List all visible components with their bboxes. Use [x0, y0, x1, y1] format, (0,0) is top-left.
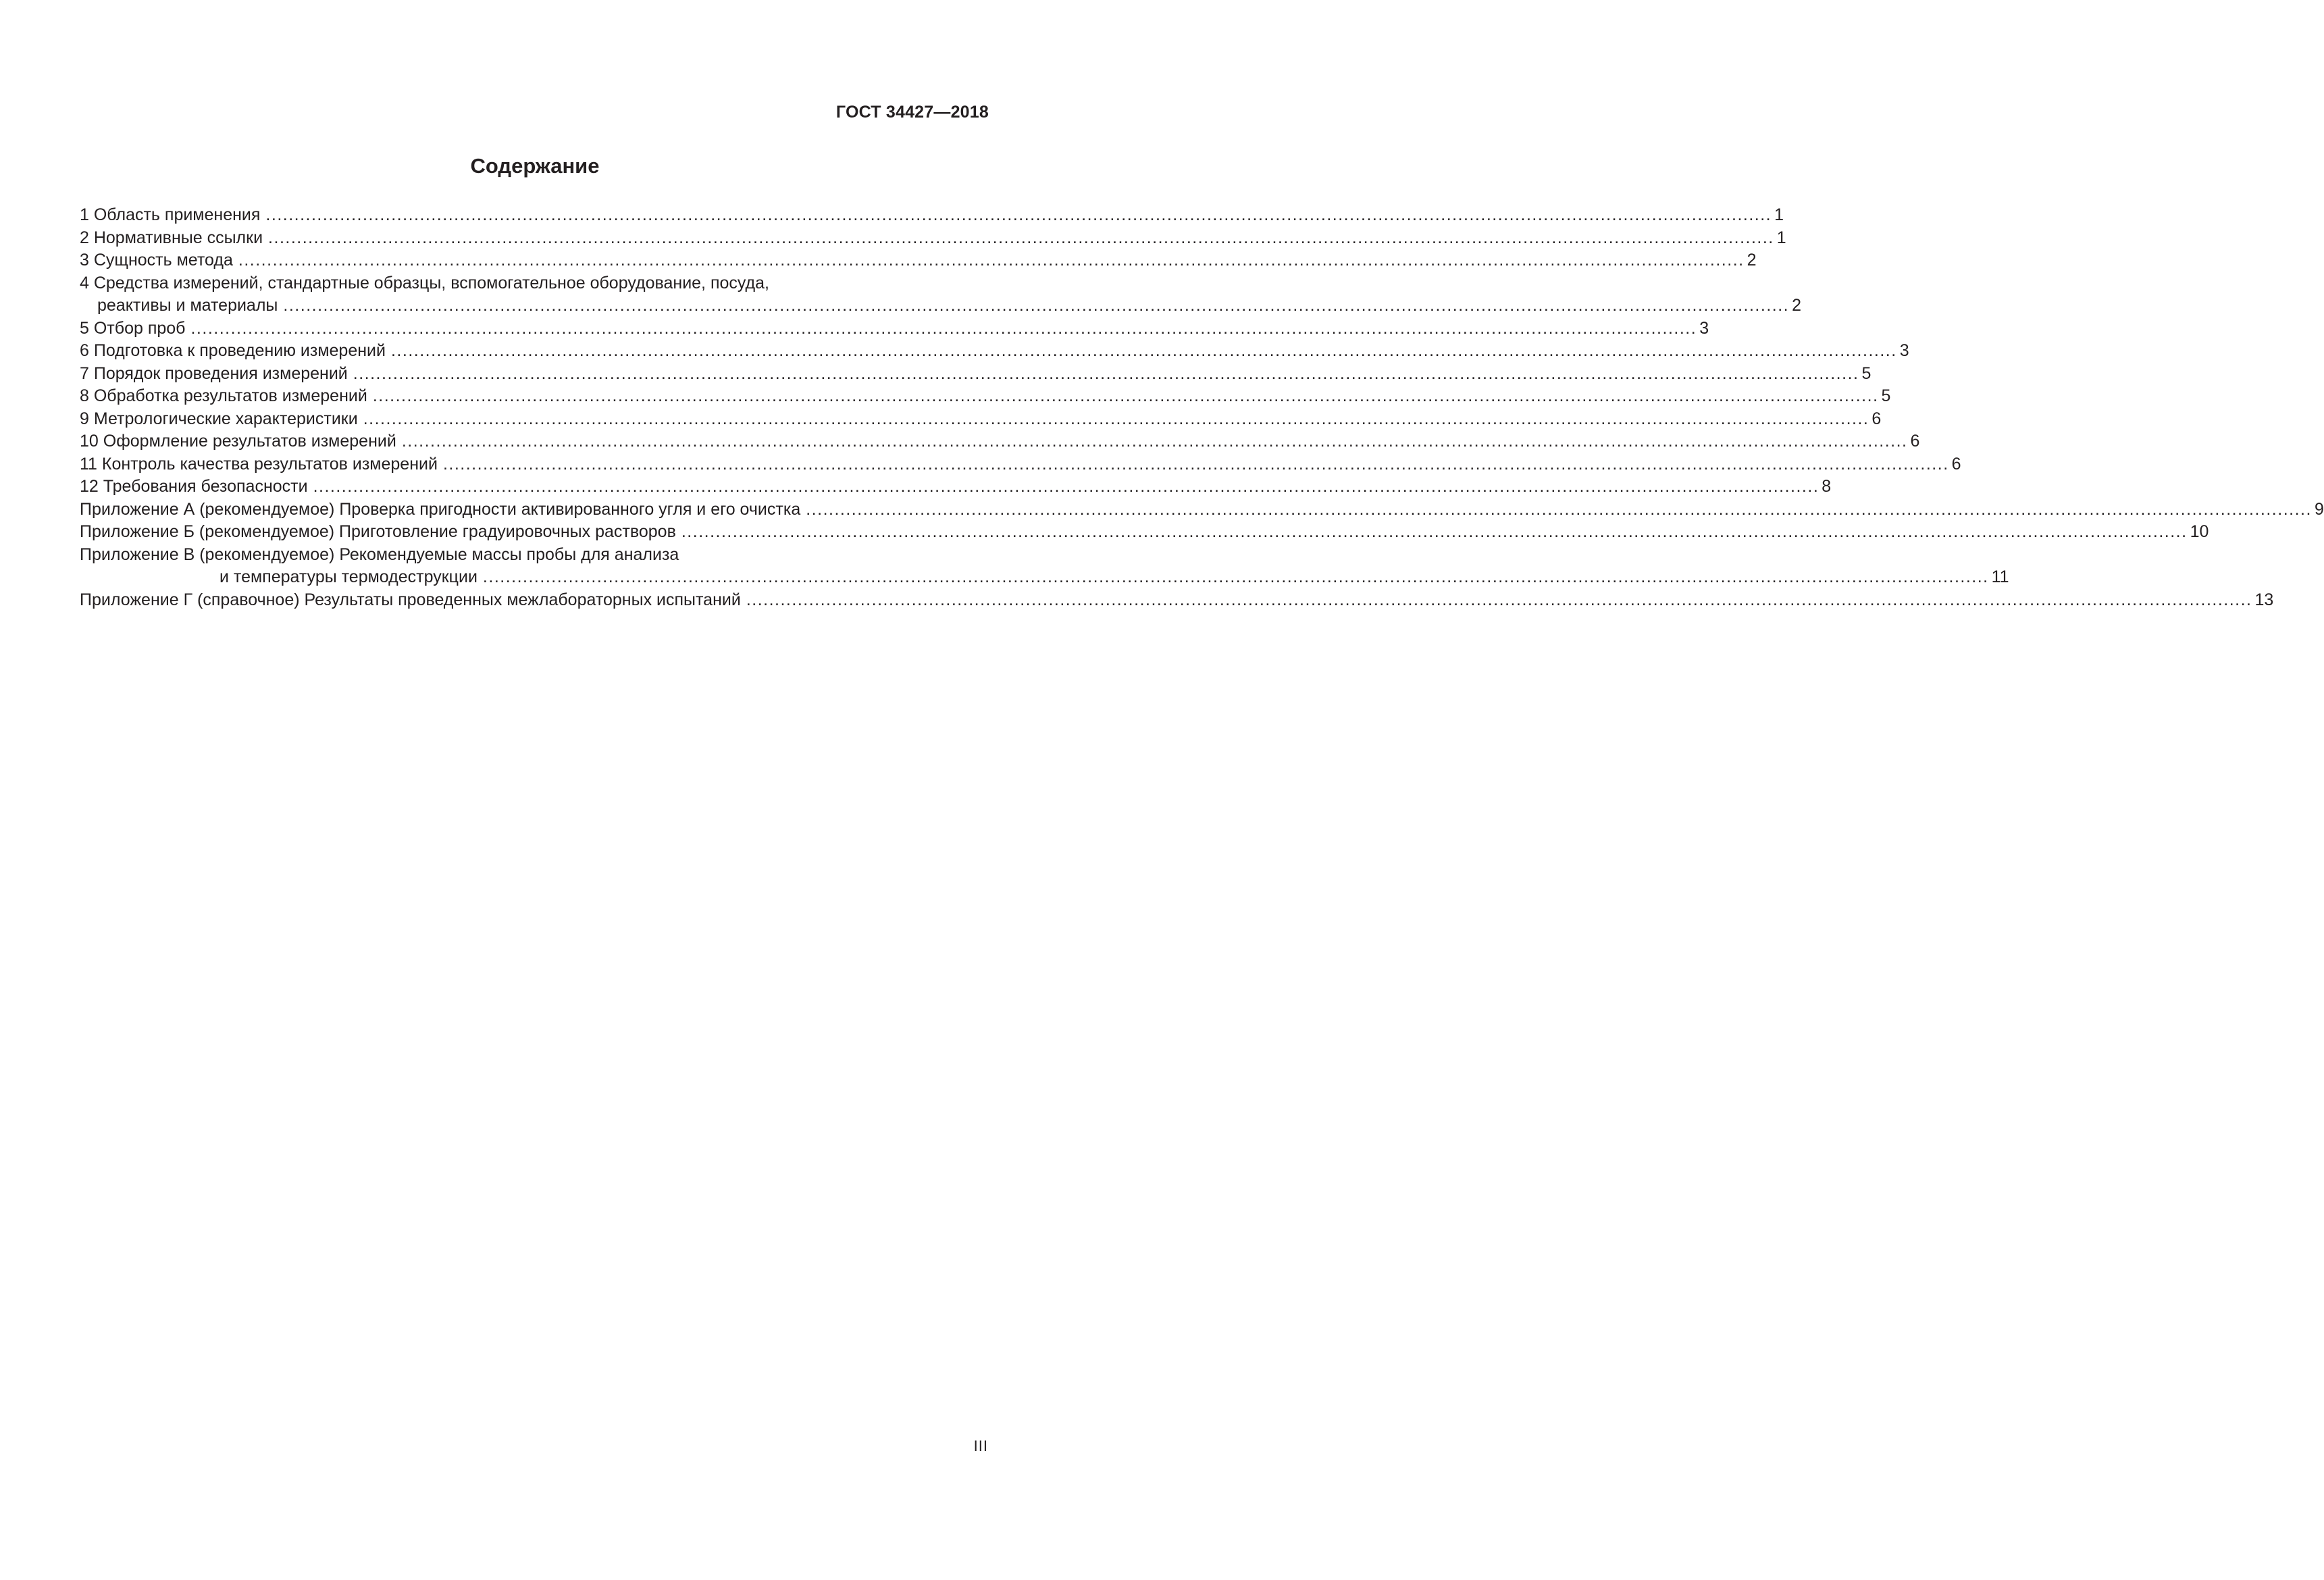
dot-leader [402, 430, 1908, 453]
toc-entry-label: Приложение А (рекомендуемое) Проверка пригодности активированного угля и его очистка [80, 499, 801, 519]
dot-leader [483, 566, 1989, 589]
toc-entry-2[interactable] [80, 227, 1786, 250]
dot-leader [190, 317, 1697, 340]
toc-entry-appendix-a[interactable] [80, 499, 2324, 521]
dot-leader [363, 408, 1869, 431]
toc-entry-page: 9 [2314, 499, 2324, 519]
toc-entry-label: 5 Отбор проб [80, 318, 186, 338]
dot-leader [443, 453, 1949, 476]
dot-leader [391, 340, 1897, 363]
toc-entry-page: 13 [2254, 590, 2274, 609]
toc-entry-appendix-g[interactable] [80, 589, 2274, 612]
toc-entry-label: 2 Нормативные ссылки [80, 228, 263, 247]
toc-entry-page: 2 [1792, 296, 1802, 315]
toc-entry-page: 5 [1881, 386, 1891, 405]
toc-entry-3[interactable] [80, 249, 1757, 272]
toc-entry-page: 6 [1910, 432, 1920, 451]
document-code: ГОСТ 34427—2018 [835, 103, 989, 122]
toc-entry-label: Приложение Г (справочное) Результаты проведенных межлабораторных испытаний [80, 590, 741, 609]
toc-entry-page: 2 [1747, 251, 1757, 270]
dot-leader [373, 385, 1879, 408]
toc-title: Содержание [470, 154, 600, 178]
toc-entry-8[interactable] [80, 385, 1891, 408]
dot-leader [238, 249, 1745, 272]
toc-entry-label: 3 Сущность метода [80, 251, 233, 270]
toc-entry-12[interactable] [80, 476, 1832, 499]
toc-entry-7[interactable] [80, 363, 1871, 386]
toc-entry-page: 11 [1991, 567, 2009, 586]
toc-entry-page: 6 [1871, 409, 1882, 428]
toc-entry-11[interactable] [80, 453, 1961, 476]
dot-leader [806, 499, 2312, 521]
dot-leader [268, 227, 1774, 250]
toc-entry-9[interactable] [80, 408, 1882, 431]
table-of-contents [80, 204, 2324, 611]
dot-leader [681, 521, 2188, 544]
toc-entry-label: 7 Порядок проведения измерений [80, 363, 348, 383]
toc-entry-page: 5 [1861, 363, 1871, 383]
toc-entry-page: 1 [1774, 205, 1784, 224]
toc-entry-label: 11 Контроль качества результатов измерений [80, 454, 438, 474]
toc-entry-appendix-b[interactable] [80, 521, 2209, 544]
toc-entry-page: 8 [1822, 477, 1832, 496]
toc-entry-4[interactable] [80, 295, 1802, 317]
toc-entry-label: реактивы и материалы [97, 296, 278, 315]
toc-entry-appendix-v[interactable] [80, 566, 2009, 589]
dot-leader [313, 476, 1819, 499]
toc-entry-label: и температуры термодеструкции [220, 567, 477, 586]
toc-entry-page: 1 [1776, 228, 1786, 247]
toc-entry-5[interactable] [80, 317, 1709, 340]
toc-entry-label: 8 Обработка результатов измерений [80, 386, 367, 405]
page-number: III [973, 1437, 988, 1454]
toc-entry-page: 6 [1951, 454, 1961, 474]
toc-entry-page: 10 [2190, 522, 2209, 541]
toc-entry-label: 1 Область применения [80, 205, 261, 224]
toc-entry-label: 12 Требования безопасности [80, 477, 308, 496]
toc-entry-4-line1[interactable]: 4 Средства измерений, стандартные образцы, вспомогательное оборудование, посуда, [80, 273, 769, 292]
toc-entry-1[interactable] [80, 204, 1784, 227]
toc-entry-label: 6 Подготовка к проведению измерений [80, 341, 386, 360]
toc-entry-label: Приложение Б (рекомендуемое) Приготовление градуировочных растворов [80, 522, 676, 541]
dot-leader [353, 363, 1859, 386]
toc-entry-label: 10 Оформление результатов измерений [80, 432, 396, 451]
toc-entry-10[interactable] [80, 430, 1920, 453]
toc-entry-page: 3 [1899, 341, 1909, 360]
dot-leader [283, 295, 1789, 317]
toc-entry-6[interactable] [80, 340, 1909, 363]
toc-entry-label: 9 Метрологические характеристики [80, 409, 358, 428]
dot-leader [746, 589, 2252, 612]
toc-entry-page: 3 [1699, 318, 1709, 338]
toc-entry-appendix-v-line1[interactable]: Приложение В (рекомендуемое) Рекомендуемые массы пробы для анализа [80, 544, 679, 564]
dot-leader [265, 204, 1772, 227]
